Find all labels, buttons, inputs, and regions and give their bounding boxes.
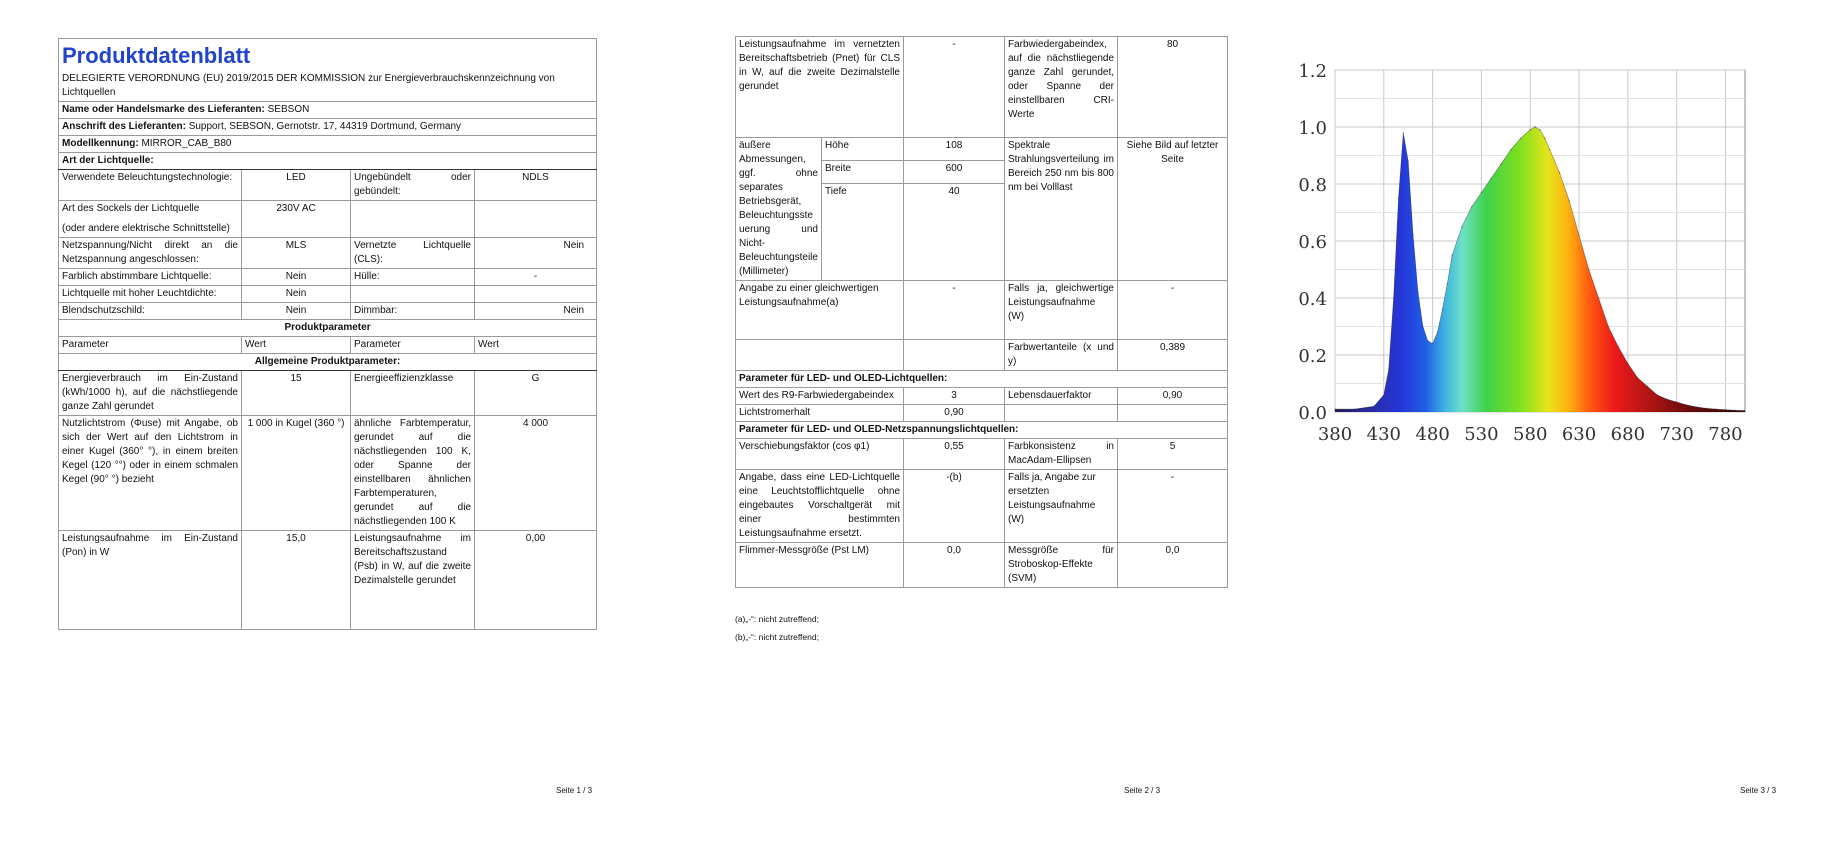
col-header-param: Parameter bbox=[59, 337, 242, 354]
data-point bbox=[1500, 163, 1502, 165]
flicker-label: Flimmer-Messgröße (Pst LM) bbox=[736, 543, 904, 588]
spectral-label: Spektrale Strahlungsverteilung im Bereich 250 nm bis 800 nm bei Volllast bbox=[1005, 138, 1118, 281]
data-point bbox=[1666, 398, 1668, 400]
highlum-label: Lichtquelle mit hoher Leuchtdichte: bbox=[59, 286, 242, 303]
x-tick-label: 480 bbox=[1415, 424, 1450, 445]
y-tick-label: 0.0 bbox=[1298, 403, 1327, 424]
width-label: Breite bbox=[822, 161, 904, 184]
y-tick-label: 1.2 bbox=[1298, 62, 1327, 82]
tech-value: LED bbox=[242, 170, 351, 201]
model-row bbox=[59, 136, 597, 153]
led-params-heading: Parameter für LED- und OLED-Lichtquellen: bbox=[736, 371, 1228, 388]
depth-label: Tiefe bbox=[822, 184, 904, 281]
equiv2-value: - bbox=[1118, 281, 1228, 340]
data-point bbox=[1569, 200, 1571, 202]
general-params-heading: Allgemeine Produktparameter: bbox=[59, 354, 597, 371]
tunable-value: Nein bbox=[242, 269, 351, 286]
data-point bbox=[1407, 160, 1409, 162]
data-point bbox=[1725, 409, 1727, 411]
spectrum-chart bbox=[1285, 62, 1755, 477]
replace2-value: - bbox=[1118, 470, 1228, 543]
page-2 bbox=[600, 0, 1220, 842]
mains-value: MLS bbox=[242, 238, 351, 269]
socket-label-line2: (oder andere elektrische Schnittstelle) bbox=[62, 223, 230, 234]
empty-cell bbox=[475, 286, 597, 303]
data-point bbox=[1427, 340, 1429, 342]
data-point bbox=[1544, 138, 1546, 140]
product-params-heading: Produktparameter bbox=[59, 320, 597, 337]
y-tick-label: 1.0 bbox=[1298, 118, 1327, 139]
r9-label: Wert des R9-Farbwiedergabeindex bbox=[736, 388, 904, 405]
replace-value: -(b) bbox=[904, 470, 1005, 543]
x-tick-label: 630 bbox=[1561, 424, 1597, 445]
page-number: Seite 3 / 3 bbox=[1740, 786, 1777, 795]
tech-label: Verwendete Beleuchtungstechnologie: bbox=[59, 170, 242, 201]
width-value: 600 bbox=[904, 161, 1005, 184]
empty-cell bbox=[904, 340, 1005, 371]
data-point bbox=[1451, 255, 1453, 257]
footnote-a: (a)„-“: nicht zutreffend; bbox=[735, 614, 819, 624]
replace-label: Angabe, dass eine LED-Lichtquelle eine Leuchtstofflichtquelle ohne eingebautes Vorschaltgerät mit einer bestimmten Leistungsaufnahme ersetzt. bbox=[736, 470, 904, 543]
spectral-value: Siehe Bild auf letzter Seite bbox=[1118, 138, 1228, 281]
replace2-label: Falls ja, Angabe zur ersetzten Leistungsaufnahme (W) bbox=[1005, 470, 1118, 543]
x-tick-label: 530 bbox=[1464, 424, 1499, 445]
cls-label: Vernetzte Lichtquelle (CLS): bbox=[351, 238, 475, 269]
model-label: Modellkennung: bbox=[62, 138, 139, 149]
flux-label: Nutzlichtstrom (Φuse) mit Angabe, ob sich der Wert auf den Lichtstrom in einer Kugel (360° °), in einem breiten Kegel (120 °°) oder in einem schmalen Kegel (90° °) bezieht bbox=[59, 416, 242, 531]
data-point bbox=[1490, 178, 1492, 180]
data-point bbox=[1417, 292, 1419, 294]
height-label: Höhe bbox=[822, 138, 904, 161]
equiv2-label: Falls ja, gleichwertige Leistungsaufnahme (W) bbox=[1005, 281, 1118, 340]
data-point bbox=[1676, 401, 1678, 403]
data-point bbox=[1412, 235, 1414, 237]
tunable-label: Farblich abstimmbare Lichtquelle: bbox=[59, 269, 242, 286]
datasheet-table-1 bbox=[58, 38, 597, 630]
equiv-value: - bbox=[904, 281, 1005, 340]
data-point bbox=[1695, 406, 1697, 408]
macadam-label: Farbkonsistenz in MacAdam-Ellipsen bbox=[1005, 439, 1118, 470]
regulation-text: DELEGIERTE VERORDNUNG (EU) 2019/2015 DER KOMMISSION zur Energieverbrauchskennzeichnung von Lichtquellen bbox=[59, 71, 597, 102]
dimmable-label: Dimmbar: bbox=[351, 303, 475, 320]
data-point bbox=[1539, 129, 1541, 131]
life-value: 0,90 bbox=[1118, 388, 1228, 405]
data-point bbox=[1534, 126, 1536, 128]
col-header-value: Wert bbox=[242, 337, 351, 354]
energy-value: 15 bbox=[242, 371, 351, 416]
data-point bbox=[1608, 326, 1610, 328]
y-tick-label: 0.8 bbox=[1298, 175, 1327, 196]
y-tick-label: 0.4 bbox=[1298, 289, 1327, 310]
cct-label: ähnliche Farbtemperatur, gerundet auf die nächstliegenden 100 K, oder Spanne der einstellbaren ähnlichen Farbtemperaturen, gerundet auf die nächstliegenden 100 K bbox=[351, 416, 475, 531]
data-point bbox=[1383, 394, 1385, 396]
empty-cell bbox=[351, 201, 475, 238]
cos-label: Verschiebungsfaktor (cos φ1) bbox=[736, 439, 904, 470]
chroma-label: Farbwertanteile (x und y) bbox=[1005, 340, 1118, 371]
cls-value: Nein bbox=[475, 238, 597, 269]
maint-value: 0,90 bbox=[904, 405, 1005, 422]
dim-label: äußere Abmessungen, ggf. ohne separates Betriebsgerät, Beleuchtungssteuerung und Nicht-Beleuchtungsteile (Millimeter) bbox=[736, 138, 822, 281]
pon-value: 15,0 bbox=[242, 531, 351, 630]
psb-label: Leistungsaufnahme im Bereitschaftszustand (Psb) in W, auf die zweite Dezimalstelle gerundet bbox=[351, 531, 475, 630]
glare-value: Nein bbox=[242, 303, 351, 320]
data-point bbox=[1520, 138, 1522, 140]
psb-value: 0,00 bbox=[475, 531, 597, 630]
page-number: Seite 1 / 3 bbox=[556, 786, 593, 795]
dimmable-value: Nein bbox=[475, 303, 597, 320]
empty-cell bbox=[1118, 405, 1228, 422]
data-point bbox=[1686, 404, 1688, 406]
col-header-param-2: Parameter bbox=[351, 337, 475, 354]
data-point bbox=[1598, 297, 1600, 299]
socket-value: 230V AC bbox=[242, 201, 351, 238]
svm-label: Messgröße für Stroboskop-Effekte (SVM) bbox=[1005, 543, 1118, 588]
r9-value: 3 bbox=[904, 388, 1005, 405]
pnet-label: Leistungsaufnahme im vernetzten Bereitschaftsbetrieb (Pnet) für CLS in W, auf die zweite Dezimalstelle gerundet bbox=[736, 37, 904, 138]
socket-label bbox=[59, 201, 242, 238]
empty-cell bbox=[1005, 405, 1118, 422]
cri-label: Farbwiedergabeindex, auf die nächstliegende ganze Zahl gerundet, oder Spanne der einstellbaren CRI-Werte bbox=[1005, 37, 1118, 138]
supplier-row bbox=[59, 102, 597, 119]
flux-value: 1 000 in Kugel (360 °) bbox=[242, 416, 351, 531]
data-point bbox=[1437, 331, 1439, 333]
undirected-label: Ungebündelt oder gebündelt: bbox=[351, 170, 475, 201]
data-point bbox=[1398, 198, 1400, 200]
undirected-value: NDLS bbox=[475, 170, 597, 201]
macadam-value: 5 bbox=[1118, 439, 1228, 470]
chroma-value: 0,389 bbox=[1118, 340, 1228, 371]
data-point bbox=[1637, 377, 1639, 379]
highlum-value: Nein bbox=[242, 286, 351, 303]
page-title: Produktdatenblatt bbox=[62, 43, 251, 68]
data-point bbox=[1744, 410, 1746, 412]
datasheet-table-2 bbox=[735, 36, 1228, 588]
data-point bbox=[1588, 269, 1590, 271]
data-point bbox=[1447, 283, 1449, 285]
cri-value: 80 bbox=[1118, 37, 1228, 138]
data-point bbox=[1422, 326, 1424, 328]
data-point bbox=[1656, 394, 1658, 396]
mains-params-heading: Parameter für LED- und OLED-Netzspannungslichtquellen: bbox=[736, 422, 1228, 439]
model-value: MIRROR_CAB_B80 bbox=[141, 138, 232, 149]
page-1 bbox=[0, 0, 600, 842]
cct-value: 4 000 bbox=[475, 416, 597, 531]
data-point bbox=[1471, 206, 1473, 208]
maint-label: Lichtstromerhalt bbox=[736, 405, 904, 422]
pnet-value: - bbox=[904, 37, 1005, 138]
y-tick-label: 0.6 bbox=[1298, 232, 1327, 253]
cos-value: 0,55 bbox=[904, 439, 1005, 470]
data-point bbox=[1393, 297, 1395, 299]
address-label: Anschrift des Lieferanten: bbox=[62, 121, 186, 132]
data-point bbox=[1617, 346, 1619, 348]
x-tick-label: 580 bbox=[1513, 424, 1548, 445]
envelope-label: Hülle: bbox=[351, 269, 475, 286]
y-tick-label: 0.2 bbox=[1298, 346, 1327, 367]
data-point bbox=[1529, 129, 1531, 131]
col-header-value-2: Wert bbox=[475, 337, 597, 354]
x-tick-label: 380 bbox=[1317, 424, 1353, 445]
flicker-value: 0,0 bbox=[904, 543, 1005, 588]
page-number: Seite 2 / 3 bbox=[1124, 786, 1161, 795]
address-row bbox=[59, 119, 597, 136]
data-point bbox=[1734, 410, 1736, 412]
empty-cell bbox=[351, 286, 475, 303]
supplier-label: Name oder Handelsmarke des Lieferanten: bbox=[62, 104, 265, 115]
socket-label-line1: Art des Sockels der Lichtquelle bbox=[62, 203, 200, 214]
svm-value: 0,0 bbox=[1118, 543, 1228, 588]
energy-label: Energieverbrauch im Ein-Zustand (kWh/1000 h), auf die nächstliegende ganze Zahl gerundet bbox=[59, 371, 242, 416]
data-point bbox=[1705, 408, 1707, 410]
data-point bbox=[1373, 406, 1375, 408]
supplier-value: SEBSON bbox=[267, 104, 310, 115]
pon-label: Leistungsaufnahme im Ein-Zustand (Pon) in W bbox=[59, 531, 242, 630]
depth-value: 40 bbox=[904, 184, 1005, 281]
x-tick-label: 430 bbox=[1366, 424, 1401, 445]
data-point bbox=[1388, 369, 1390, 371]
data-point bbox=[1334, 408, 1336, 410]
x-tick-label: 780 bbox=[1708, 424, 1743, 445]
address-value: Support, SEBSON, Gernotstr. 17, 44319 Dortmund, Germany bbox=[188, 121, 462, 132]
eeclass-value: G bbox=[475, 371, 597, 416]
mains-label: Netzspannung/Nicht direkt an die Netzspannung angeschlossen: bbox=[59, 238, 242, 269]
data-point bbox=[1442, 309, 1444, 311]
data-point bbox=[1354, 408, 1356, 410]
data-point bbox=[1403, 132, 1405, 134]
empty-cell bbox=[475, 201, 597, 238]
glare-label: Blendschutzschild: bbox=[59, 303, 242, 320]
x-tick-label: 680 bbox=[1610, 424, 1646, 445]
data-point bbox=[1461, 226, 1463, 228]
data-point bbox=[1715, 408, 1717, 410]
data-point bbox=[1549, 149, 1551, 151]
x-tick-label: 730 bbox=[1659, 424, 1694, 445]
data-point bbox=[1510, 149, 1512, 151]
data-point bbox=[1559, 172, 1561, 174]
equiv-label: Angabe zu einer gleichwertigen Leistungsaufnahme(a) bbox=[736, 281, 904, 340]
eeclass-label: Energieeffizienzklasse bbox=[351, 371, 475, 416]
life-label: Lebensdauerfaktor bbox=[1005, 388, 1118, 405]
data-point bbox=[1647, 386, 1649, 388]
data-point bbox=[1627, 363, 1629, 365]
data-point bbox=[1578, 235, 1580, 237]
height-value: 108 bbox=[904, 138, 1005, 161]
data-point bbox=[1481, 192, 1483, 194]
empty-cell bbox=[736, 340, 904, 371]
footnote-b: (b)„-“: nicht zutreffend; bbox=[735, 632, 819, 642]
type-heading: Art der Lichtquelle: bbox=[59, 153, 597, 170]
envelope-value: - bbox=[475, 269, 597, 286]
data-point bbox=[1432, 343, 1434, 345]
